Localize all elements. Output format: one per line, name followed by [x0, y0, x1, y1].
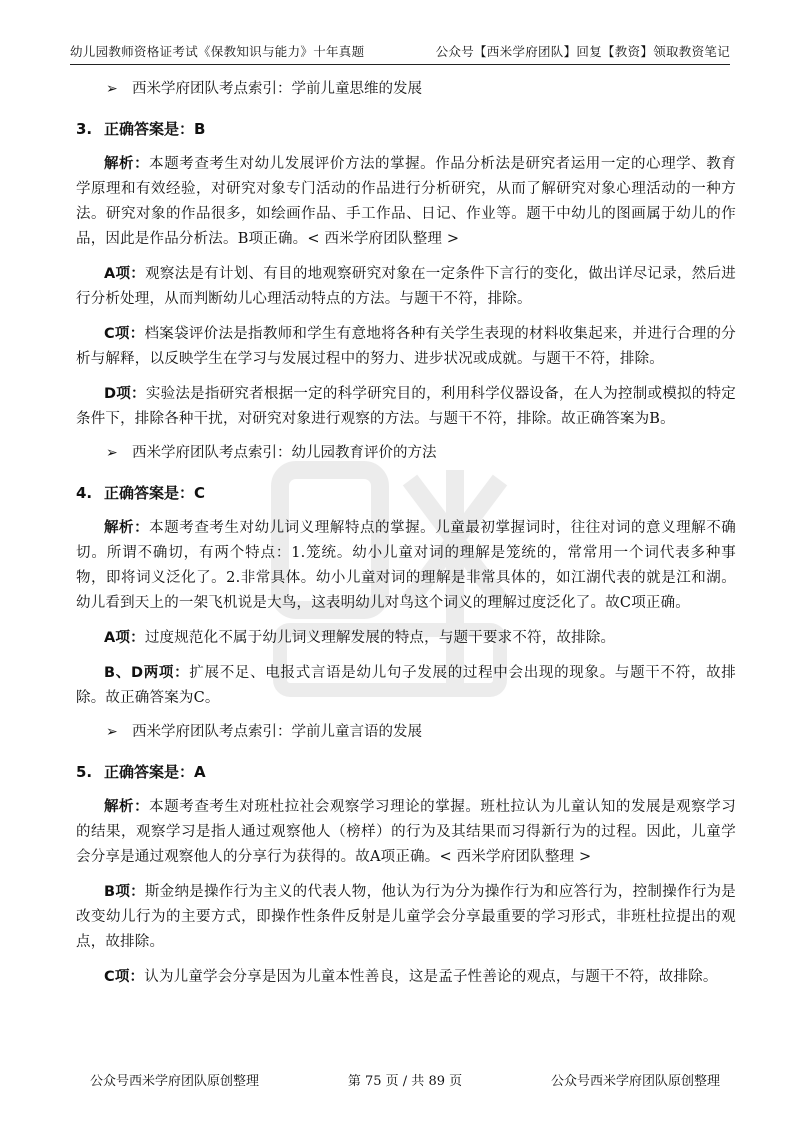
answer-text: 正确答案是：C — [104, 484, 206, 502]
option-text: 认为儿童学会分享是因为儿童本性善良，这是孟子性善论的观点，与题干不符，故排除。 — [144, 969, 718, 985]
index-prefix: 西米学府团队考点索引： — [132, 724, 292, 740]
analysis-text: 本题考查考生对幼儿发展评价方法的掌握。作品分析法是研究者运用一定的心理学、教育学原理和有效经验，对研究对象专门活动的作品进行分析研究，从而了解研究对象心理活动的一种方法。研究对象的作品很多，如绘画作品、手工作品、日记、作业等。题干中幼儿的图画属于幼儿的作品，因此是作品分析法。B项正确。< 西米学府团队整理 > — [76, 156, 736, 247]
answer-text: 正确答案是：A — [104, 763, 206, 781]
index-topic: 学前儿童思维的发展 — [291, 81, 422, 97]
analysis-paragraph — [76, 516, 736, 616]
footer-left: 公众号西米学府团队原创整理 — [90, 1074, 260, 1089]
page-number: 第 75 页 / 共 89 页 — [347, 1074, 463, 1089]
option-b-paragraph — [76, 880, 736, 955]
option-bd-paragraph — [76, 661, 736, 711]
option-text: 观察法是有计划、有目的地观察研究对象在一定条件下言行的变化，做出详尽记录，然后进行分析处理，从而判断幼儿心理活动特点的方法。与题干不符，排除。 — [76, 266, 737, 307]
option-a-paragraph — [76, 626, 736, 651]
option-text: 档案袋评价法是指教师和学生有意地将各种有关学生表现的材料收集起来，并进行合理的分析与解释，以反映学生在学习与发展过程中的努力、进步状况或成就。与题干不符，排除。 — [76, 326, 736, 367]
analysis-label: 解析： — [104, 156, 150, 172]
question-number: 5. — [76, 763, 93, 781]
index-topic: 幼儿园教育评价的方法 — [291, 445, 437, 461]
index-prefix: 西米学府团队考点索引： — [132, 81, 292, 97]
footer-right: 公众号西米学府团队原创整理 — [550, 1074, 720, 1089]
question-number: 3. — [76, 120, 93, 138]
question-5-answer — [76, 761, 736, 783]
analysis-label: 解析： — [104, 520, 150, 536]
option-label: B、D两项： — [104, 665, 190, 681]
index-line — [76, 721, 736, 743]
answer-text: 正确答案是：B — [104, 120, 206, 138]
index-topic: 学前儿童言语的发展 — [291, 724, 422, 740]
option-label: C项： — [104, 326, 145, 342]
option-c-paragraph — [76, 322, 736, 372]
option-label: A项： — [104, 266, 146, 282]
analysis-text: 本题考查考生对幼儿词义理解特点的掌握。儿童最初掌握词时，往往对词的意义理解不确切。所谓不确切，有两个特点：1.笼统。幼小儿童对词的理解是笼统的，常常用一个词代表多种事物，即将词义泛化了。2.非常具体。幼小儿童对词的理解是非常具体的，如江湖代表的就是江和湖。幼儿看到天上的一架飞机说是大鸟，这表明幼儿对鸟这个词义的理解过度泛化了。故C项正确。 — [76, 520, 736, 611]
index-prefix: 西米学府团队考点索引： — [132, 445, 292, 461]
question-number: 4. — [76, 484, 93, 502]
index-line — [76, 442, 736, 464]
question-3-answer — [76, 118, 736, 140]
header-left-title: 幼儿园教师资格证考试《保教知识与能力》十年真题 — [70, 44, 365, 59]
option-label: A项： — [104, 630, 145, 646]
page-content — [76, 76, 736, 1000]
option-text: 扩展不足、电报式言语是幼儿句子发展的过程中会出现的现象。与题干不符，故排除。故正确答案为C。 — [76, 665, 736, 706]
option-c-paragraph — [76, 965, 736, 990]
page-footer — [90, 1070, 720, 1090]
analysis-paragraph — [76, 795, 736, 870]
option-text: 过度规范化不属于幼儿词义理解发展的特点，与题干要求不符，故排除。 — [144, 630, 616, 646]
option-text: 斯金纳是操作行为主义的代表人物，他认为行为分为操作行为和应答行为，控制操作行为是改变幼儿行为的主要方式，即操作性条件反射是儿童学会分享最重要的学习形式，非班杜拉提出的观点，故排除。 — [76, 884, 736, 950]
analysis-text: 本题考查考生对班杜拉社会观察学习理论的掌握。班杜拉认为儿童认知的发展是观察学习的结果，观察学习是指人通过观察他人（榜样）的行为及其结果而习得新行为的过程。因此，儿童学会分享是通过观察他人的分享行为获得的。故A项正确。< 西米学府团队整理 > — [76, 799, 736, 865]
analysis-paragraph — [76, 152, 736, 252]
arrow-bullet-icon: ➢ — [106, 445, 118, 461]
option-label: B项： — [104, 884, 145, 900]
header-right-note: 公众号【西米学府团队】回复【教资】领取教资笔记 — [435, 44, 730, 59]
analysis-label: 解析： — [104, 799, 150, 815]
index-line — [76, 78, 736, 100]
option-d-paragraph — [76, 382, 736, 432]
option-label: C项： — [104, 969, 145, 985]
arrow-bullet-icon: ➢ — [106, 81, 118, 97]
option-a-paragraph — [76, 262, 736, 312]
page-header — [70, 38, 730, 65]
arrow-bullet-icon: ➢ — [106, 724, 118, 740]
option-text: 实验法是指研究者根据一定的科学研究目的，利用科学仪器设备，在人为控制或模拟的特定条件下，排除各种干扰，对研究对象进行观察的方法。与题干不符，排除。故正确答案为B。 — [76, 386, 736, 427]
question-4-answer — [76, 482, 736, 504]
option-label: D项： — [104, 386, 146, 402]
